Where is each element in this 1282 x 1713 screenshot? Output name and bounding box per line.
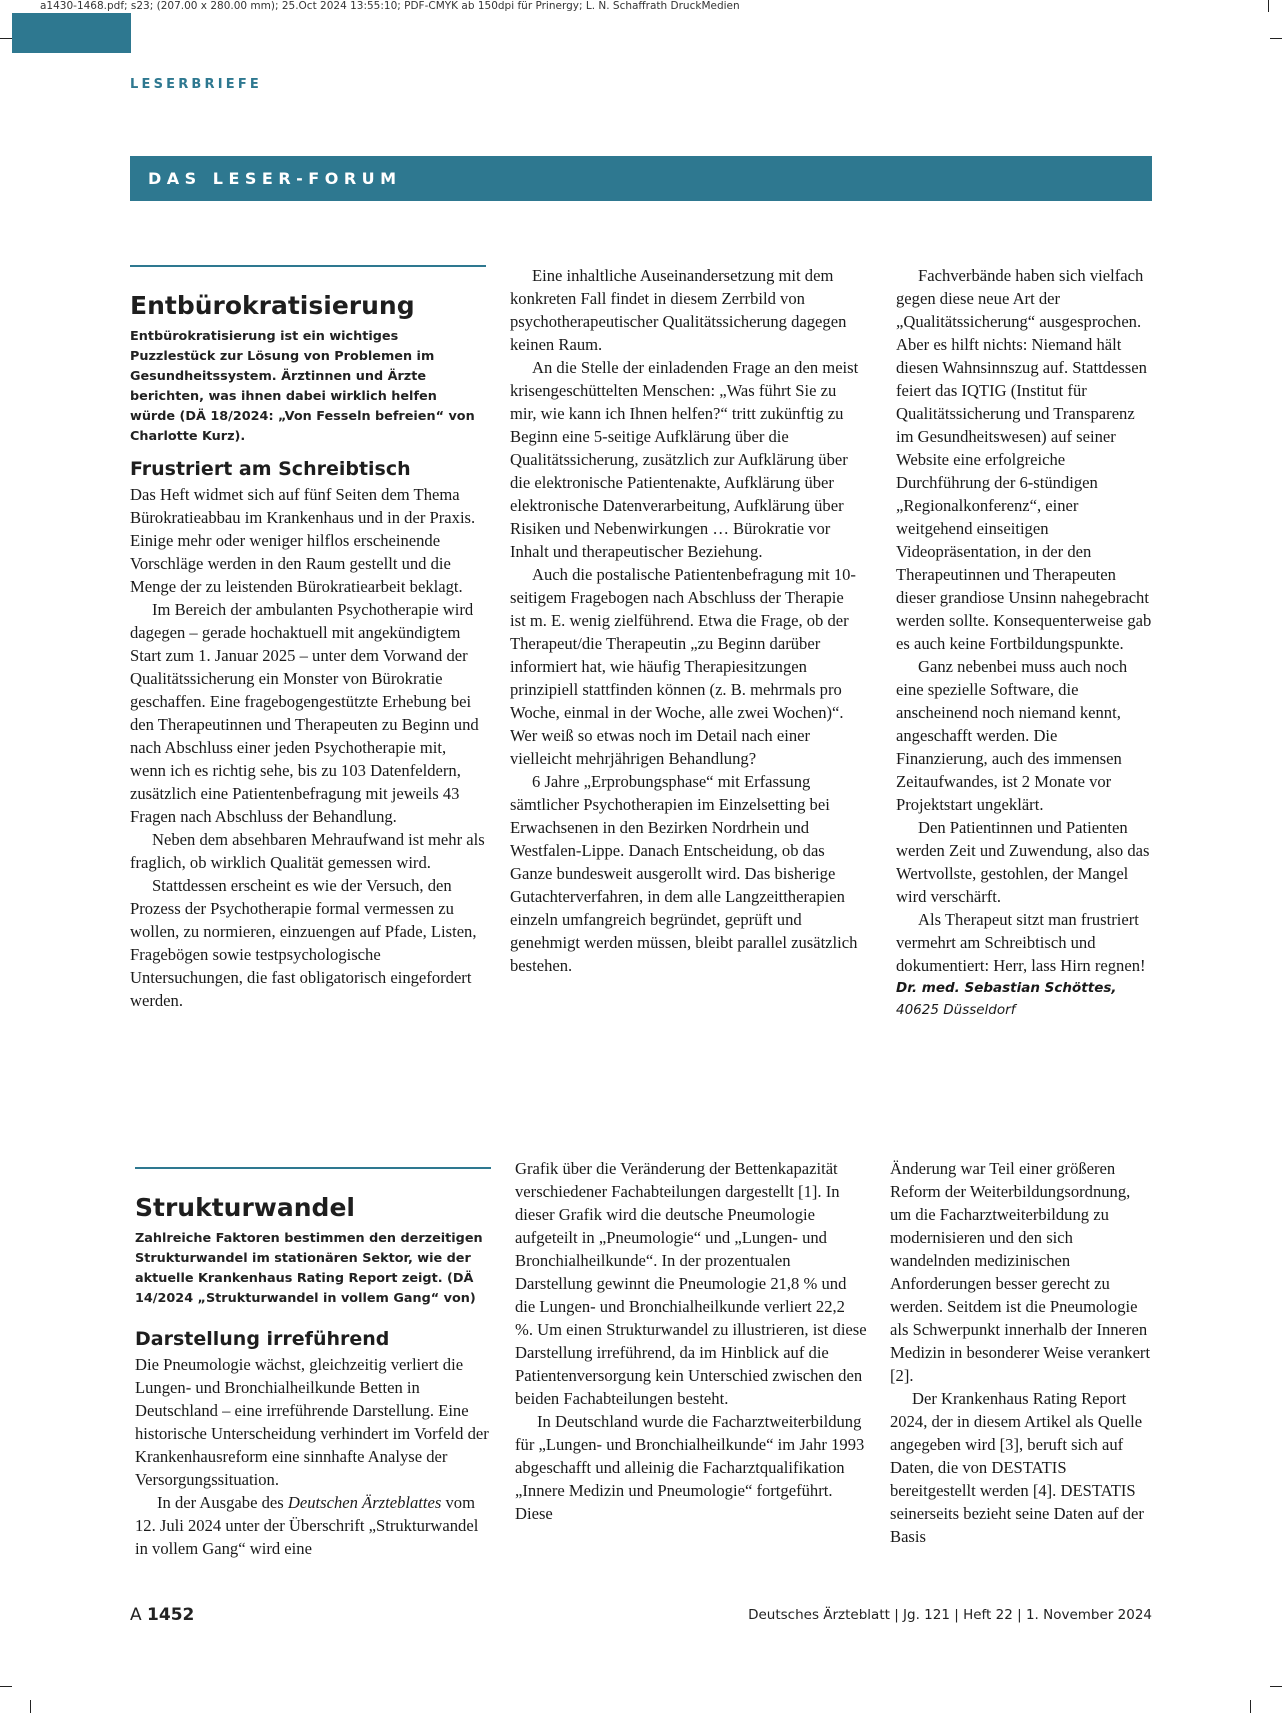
- paragraph: Grafik über die Veränderung der Bettenkapazität verschiedener Fachabteilungen dargestellt [1]. In dieser Grafik wird die deutsche Pneumologie aufgeteilt in „Pneumologie“ und „Lungen- und Bronchialheilkunde“. In der prozentualen Darstellung gewinnt die Pneumologie 21,8 % und die Lungen- und Bronchialheilkunde verliert 22,2 %. Um einen Strukturwandel zu illustrieren, ist diese Darstellung irreführend, da im Hinblick auf die Patientenversorgung kein Unterschied zwischen den beiden Fachabteilungen besteht.: [515, 1159, 867, 1408]
- article2-col2: [515, 1157, 867, 1525]
- crop-mark-top-left: [0, 38, 12, 39]
- crop-mark-bottom-left-v: [30, 1700, 31, 1713]
- paragraph: Stattdessen erscheint es wie der Versuch, den Prozess der Psychotherapie formal vermessen zu wollen, zu normieren, einzuengen auf Pfade, Listen, Fragebögen sowie testpsychologische Untersuchungen, die fast obligatorisch eingefordert werden.: [130, 876, 477, 1010]
- crop-mark-top-right: [1270, 38, 1282, 39]
- article1-subhead: Frustriert am Schreibtisch: [130, 458, 411, 480]
- article1-col3: [896, 264, 1152, 1021]
- article2-headline: Strukturwandel: [135, 1193, 355, 1222]
- crop-mark-bottom-left: [0, 1686, 12, 1687]
- crop-mark-bottom-right-v: [1250, 1700, 1251, 1713]
- article1-teaser: Entbürokratisierung ist ein wichtiges Puzzlestück zur Lösung von Problemen im Gesundheitssystem. Ärztinnen und Ärzte berichten, was ihnen dabei wirklich helfen würde (DÄ 18/2024: „Von Fesseln befreien“ von Charlotte Kurz).: [130, 329, 475, 444]
- text-run: In der Ausgabe des: [157, 1493, 288, 1512]
- crop-mark-top-right-v: [1268, 0, 1269, 12]
- paragraph: Neben dem absehbaren Mehraufwand ist mehr als fraglich, ob wirklich Qualität gemessen wird.: [130, 830, 485, 872]
- article1-author-location: 40625 Düsseldorf: [896, 1002, 1016, 1018]
- page-number: [130, 1605, 194, 1625]
- journal-info: Deutsches Ärzteblatt | Jg. 121 | Heft 22 | 1. November 2024: [748, 1607, 1152, 1623]
- forum-banner: DAS LESER-FORUM: [130, 156, 1152, 201]
- page-number-value: 1452: [147, 1605, 195, 1625]
- article2-subhead: Darstellung irreführend: [135, 1328, 390, 1350]
- paragraph: Die Pneumologie wächst, gleichzeitig verliert die Lungen- und Bronchialheilkunde Betten in Deutschland – eine irreführende Darstellung. Eine historische Unterscheidung verhindert im Vorfeld der Krankenhausreform eine sinnhafte Analyse der Versorgungssituation.: [135, 1355, 489, 1489]
- article2-rule: [135, 1167, 491, 1169]
- paragraph: Im Bereich der ambulanten Psychotherapie wird dagegen – gerade hochaktuell mit angekündigtem Start zum 1. Januar 2025 – unter dem Vorwand der Qualitätssicherung ein Monster von Bürokratie geschaffen. Eine fragebogengestützte Erhebung bei den Therapeutinnen und Therapeuten zu Beginn und nach Abschluss einer jeden Psychotherapie mit, wenn ich es richtig sehe, bis zu 103 Datenfeldern, zusätzlich eine Patientenbefragung mit jeweils 43 Fragen nach Abschluss der Behandlung.: [130, 600, 479, 826]
- article2-col1: [135, 1167, 491, 1560]
- paragraph: Fachverbände haben sich vielfach gegen diese neue Art der „Qualitätssicherung“ ausgesprochen. Aber es hilft nichts: Niemand hält diesen Wahnsinnszug auf. Stattdessen feiert das IQTIG (Institut für Qualitätssicherung und Transparenz im Gesundheitswesen) auf seiner Website eine erfolgreiche Durchführung der 6-stündigen „Regionalkonferenz“, einer weitgehend einseitigen Videopräsentation, in der den Therapeutinnen und Therapeuten dieser grandiose Unsinn nahegebracht werden sollte. Konsequenterweise gab es auch keine Fortbildungspunkte.: [896, 266, 1152, 653]
- paragraph: Auch die postalische Patientenbefragung mit 10-seitigem Fragebogen nach Abschluss der Therapie ist m. E. wenig zielführend. Etwa die Frage, ob der Therapeut/die Therapeutin „zu Beginn darüber informiert hat, wie häufig Therapiesitzungen prinzipiell stattfinden können (z. B. mehrmals pro Woche, einmal in der Woche, alle zwei Wochen)“. Wer weiß so etwas noch im Detail nach einer vielleicht mehrjährigen Behandlung?: [510, 565, 856, 768]
- article2-teaser: Zahlreiche Faktoren bestimmen den derzeitigen Strukturwandel im stationären Sektor, wie der aktuelle Krankenhaus Rating Report zeigt. (DÄ 14/2024 „Strukturwandel in vollem Gang“ von): [135, 1231, 483, 1306]
- page-prefix: A: [130, 1605, 142, 1625]
- paragraph: Als Therapeut sitzt man frustriert vermehrt am Schreibtisch und dokumentiert: Herr, lass Hirn regnen!: [896, 910, 1146, 975]
- paragraph: An die Stelle der einladenden Frage an den meist krisengeschüttelten Menschen: „Was führt Sie zu mir, wie kann ich Ihnen helfen?“ tritt zukünftig zu Beginn eine 5-seitige Aufklärung über die Qualitätssicherung, zusätzlich zur Aufklärung über die elektronische Patientenakte, Aufklärung über elektronische Datenverarbeitung, Aufklärung über Risiken und Nebenwirkungen … Bürokratie vor Inhalt und therapeutischer Beziehung.: [510, 358, 859, 561]
- article1-rule: [130, 265, 486, 267]
- article1-author: Dr. med. Sebastian Schöttes,: [896, 980, 1117, 996]
- paragraph: 6 Jahre „Erprobungsphase“ mit Erfassung sämtlicher Psychotherapien im Einzelsetting bei Erwachsenen in den Bezirken Nordrhein und Westfalen-Lippe. Danach Entscheidung, ob das Ganze bundesweit ausgerollt wird. Das bisherige Gutachterverfahren, in dem alle Langzeittherapien einzeln umfangreich begründet, geprüft und genehmigt werden müssen, bleibt parallel zusätzlich bestehen.: [510, 772, 858, 975]
- crop-mark-bottom-right: [1270, 1686, 1282, 1687]
- paragraph: Ganz nebenbei muss auch noch eine spezielle Software, die anscheinend noch niemand kennt, angeschafft werden. Die Finanzierung, auch des immensen Zeitaufwandes, ist 2 Monate vor Projektstart ungeklärt.: [896, 657, 1128, 814]
- paragraph: Eine inhaltliche Auseinandersetzung mit dem konkreten Fall findet in diesem Zerrbild von psychotherapeutischer Qualitätssicherung dagegen keinen Raum.: [510, 266, 847, 354]
- paragraph: [135, 1491, 491, 1560]
- color-tab: [12, 13, 131, 53]
- paragraph: Den Patientinnen und Patienten werden Zeit und Zuwendung, also das Wertvollste, gestohlen, der Mangel wird verschärft.: [896, 818, 1150, 906]
- paragraph: Das Heft widmet sich auf fünf Seiten dem Thema Bürokratieabbau im Krankenhaus und in der Praxis. Einige mehr oder weniger hilflos erscheinende Vorschläge werden in den Raum gestellt und die Menge der zu leistenden Bürokratiearbeit beklagt.: [130, 485, 476, 596]
- article1-col1: [130, 265, 486, 1012]
- print-slug: a1430-1468.pdf; s23; (207.00 x 280.00 mm); 25.Oct 2024 13:55:10; PDF-CMYK ab 150dpi für Prinergy; L. N. Schaffrath DruckMedien: [40, 0, 740, 12]
- paragraph: Änderung war Teil einer größeren Reform der Weiterbildungsordnung, um die Facharztweiterbildung zu modernisieren und den sich wandelnden medizinischen Anforderungen besser gerecht zu werden. Seitdem ist die Pneumologie als Schwerpunkt innerhalb der Inneren Medizin in besonderer Weise verankert [2].: [890, 1159, 1151, 1385]
- paragraph: In Deutschland wurde die Facharztweiterbildung für „Lungen- und Bronchialheilkunde“ im Jahr 1993 abgeschafft und alleinig die Facharztqualifikation „Innere Medizin und Pneumologie“ fortgeführt. Diese: [515, 1412, 865, 1523]
- article1-col2: [510, 264, 862, 977]
- text-run: vom 12. Juli 2024 unter der Überschrift „Strukturwandel in vollem Gang“ wird eine: [135, 1493, 479, 1558]
- journal-name: Deutschen Ärzteblattes: [287, 1493, 442, 1512]
- section-label: LESERBRIEFE: [130, 77, 263, 92]
- paragraph: Der Krankenhaus Rating Report 2024, der in diesem Artikel als Quelle angegeben wird [3], beruft sich auf Daten, die von DESTATIS bereitgestellt werden [4]. DESTATIS seinerseits bezieht seine Daten auf der Basis: [890, 1389, 1144, 1546]
- article1-headline: Entbürokratisierung: [130, 291, 415, 320]
- article2-col3: [890, 1157, 1152, 1548]
